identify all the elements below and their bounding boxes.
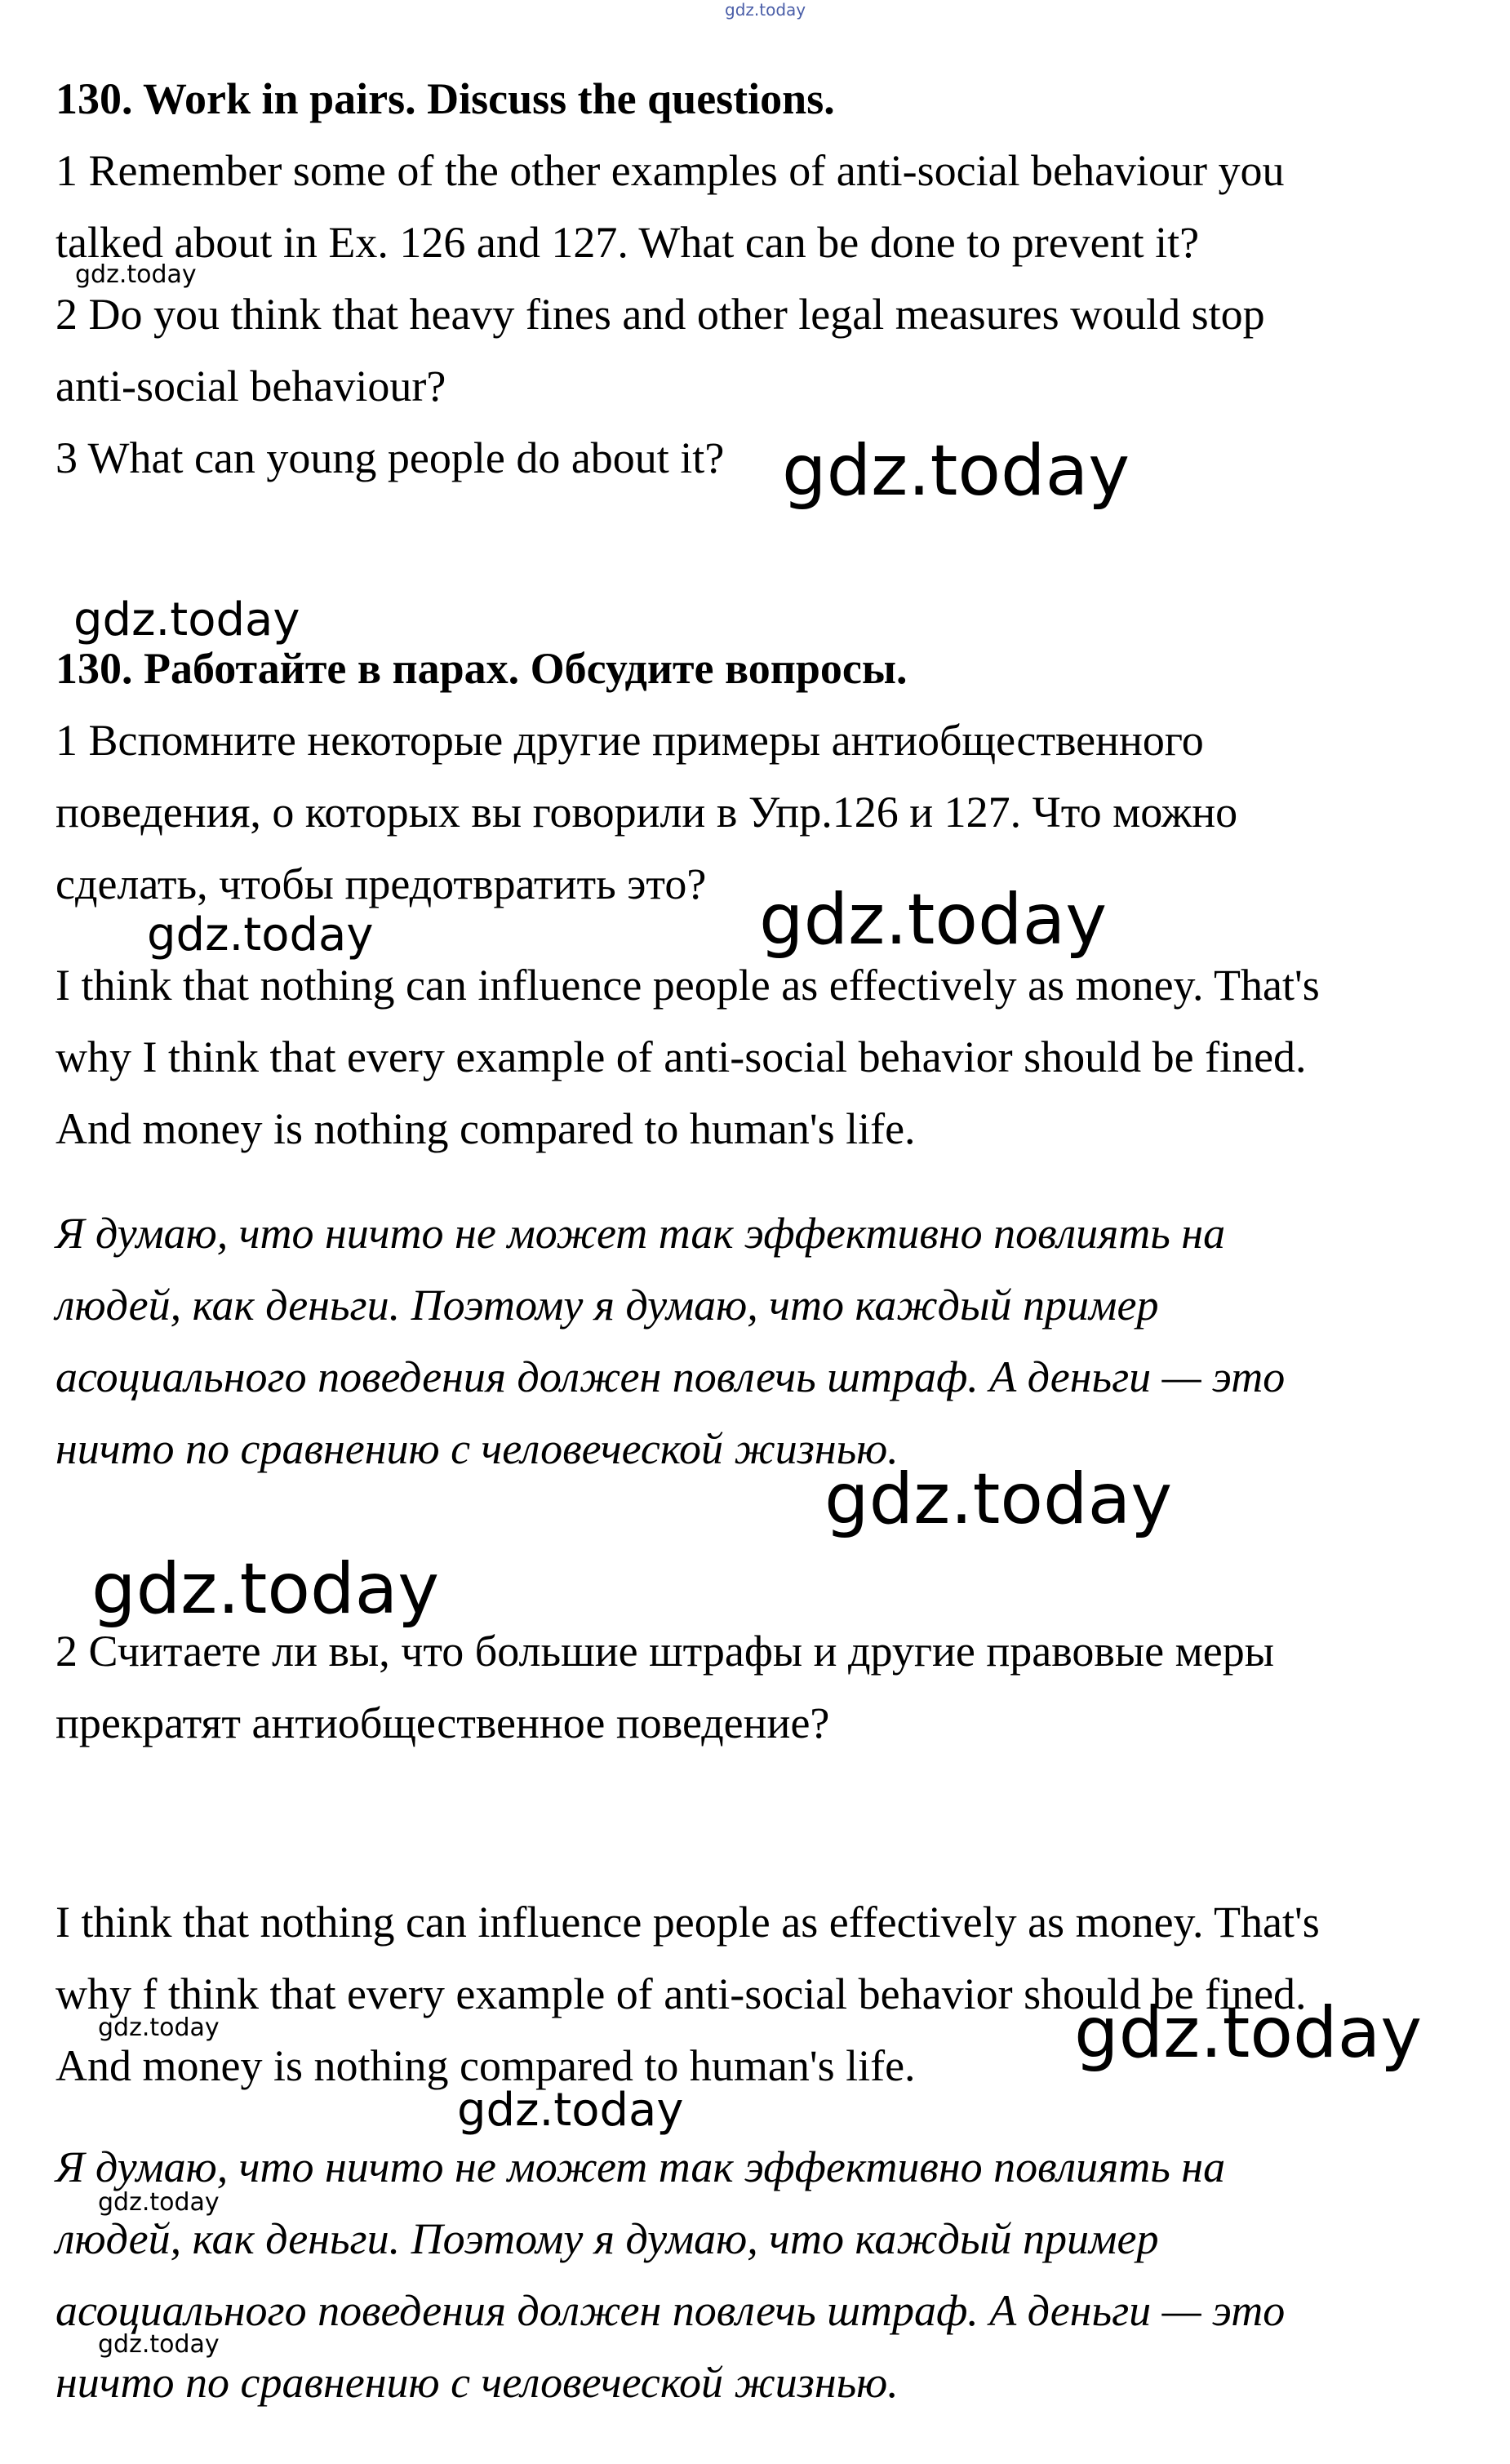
watermark-logo: gdz.today: [782, 430, 1130, 512]
question-1-ru: поведения, о которых вы говорили в Упр.126 и 127. Что можно: [56, 788, 1238, 837]
answer-2-ru: ничто по сравнению с человеческой жизнью.: [56, 2358, 899, 2407]
answer-2-en: why f think that every example of anti-social behavior should be fined.: [56, 1969, 1307, 2018]
answer-1-en: why I think that every example of anti-social behavior should be fined.: [56, 1032, 1307, 1081]
answer-2-ru: асоциального поведения должен повлечь штраф. А деньги — это: [56, 2286, 1286, 2335]
answer-2-en: I think that nothing can influence people as effectively as money. That's: [56, 1898, 1320, 1947]
answer-2-ru: людей, как деньги. Поэтому я думаю, что каждый пример: [56, 2214, 1159, 2263]
watermark-logo: gdz.today: [725, 0, 806, 20]
watermark-logo: gdz.today: [73, 593, 300, 646]
question-1-ru: сделать, чтобы предотвратить это?: [56, 859, 707, 908]
question-3-en: 3 What can young people do about it?: [56, 433, 725, 482]
question-2-en: 2 Do you think that heavy fines and other legal measures would stop: [56, 290, 1265, 339]
watermark-logo: gdz.today: [98, 2330, 220, 2359]
watermark-logo: gdz.today: [147, 908, 374, 961]
answer-1-en: I think that nothing can influence people as effectively as money. That's: [56, 961, 1320, 1010]
answer-1-ru: асоциального поведения должен повлечь штраф. А деньги — это: [56, 1352, 1286, 1401]
watermark-logo: gdz.today: [824, 1458, 1173, 1540]
question-1-en: talked about in Ex. 126 and 127. What can be done to prevent it?: [56, 218, 1200, 267]
watermark-logo: gdz.today: [457, 2084, 684, 2137]
watermark-logo: gdz.today: [759, 879, 1108, 961]
watermark-logo: gdz.today: [75, 260, 197, 289]
answer-2-ru: Я думаю, что ничто не может так эффективно повлиять на: [56, 2142, 1226, 2191]
question-1-ru: 1 Вспомните некоторые другие примеры антиобщественного: [56, 716, 1204, 765]
watermark-logo: gdz.today: [98, 2188, 220, 2217]
task-heading-ru: 130. Работайте в парах. Обсудите вопросы.: [56, 644, 908, 693]
question-2-en: anti-social behaviour?: [56, 362, 446, 411]
watermark-logo: gdz.today: [1074, 1992, 1423, 2074]
watermark-logo: gdz.today: [98, 2013, 220, 2042]
answer-1-ru: ничто по сравнению с человеческой жизнью.: [56, 1424, 899, 1473]
answer-1-ru: Я думаю, что ничто не может так эффективно повлиять на: [56, 1209, 1226, 1258]
answer-1-en: And money is nothing compared to human's life.: [56, 1104, 916, 1153]
question-1-en: 1 Remember some of the other examples of anti-social behaviour you: [56, 146, 1285, 195]
task-heading-en: 130. Work in pairs. Discuss the questions.: [56, 74, 835, 123]
watermark-logo: gdz.today: [91, 1548, 440, 1630]
question-2-ru: прекратят антиобщественное поведение?: [56, 1698, 830, 1747]
answer-2-en: And money is nothing compared to human's life.: [56, 2041, 916, 2090]
question-2-ru: 2 Считаете ли вы, что большие штрафы и другие правовые меры: [56, 1627, 1274, 1676]
answer-1-ru: людей, как деньги. Поэтому я думаю, что каждый пример: [56, 1281, 1159, 1330]
